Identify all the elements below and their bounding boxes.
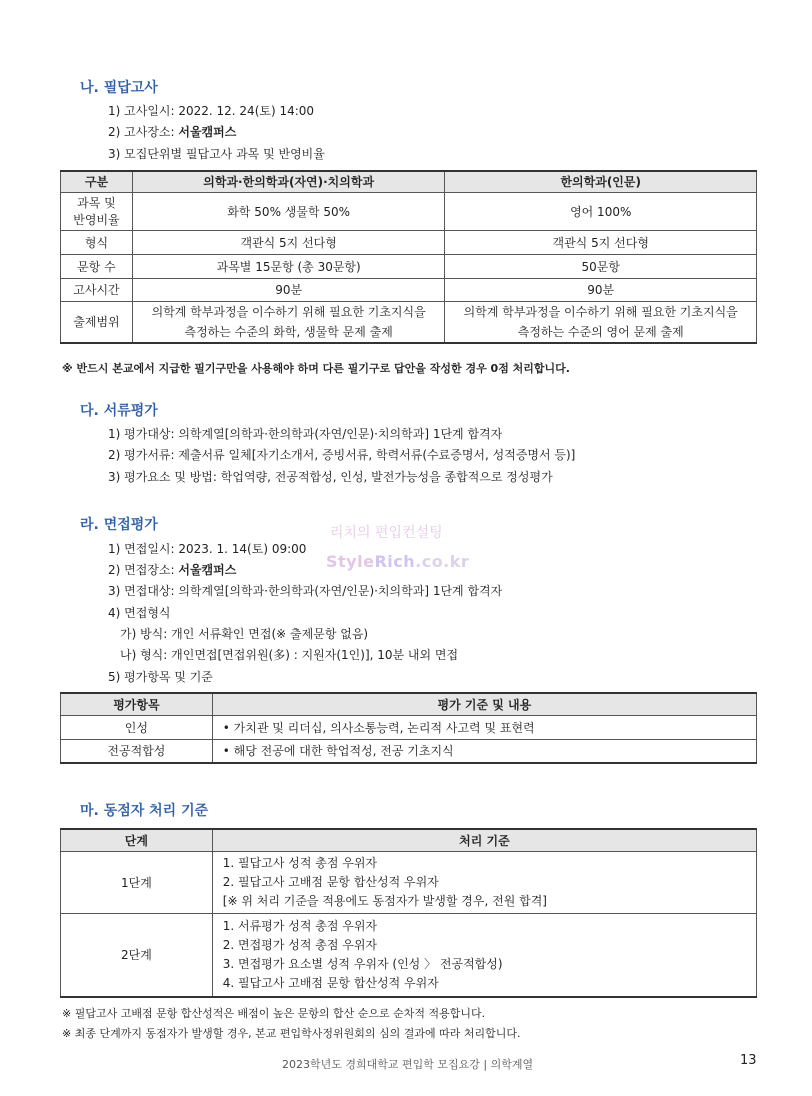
row-label: 출제범위 (61, 301, 133, 343)
tiebreak-table (60, 828, 757, 998)
table-cell: • 가치관 및 리더십, 의사소통능력, 논리적 사고력 및 표현력 (212, 715, 756, 739)
evaluation-criteria-heading: 5) 평가항목 및 기준 (108, 670, 213, 684)
criteria-line: 3. 면접평가 요소별 성적 우위자 (인성 〉 전공적합성) (222, 956, 503, 971)
table-header: 한의학과(인문) (445, 171, 757, 192)
interview-format-heading: 4) 면접형식 (108, 606, 171, 620)
row-label (61, 192, 133, 230)
row-label: 고사시간 (61, 278, 133, 301)
table-row (61, 301, 757, 343)
page-number: 13 (740, 1053, 757, 1068)
table-row (61, 739, 757, 763)
table-row (61, 278, 757, 301)
review-documents: 2) 평가서류: 제출서류 일체[자기소개서, 증빙서류, 학력서류(수료증명서, 성적증명서 등)] (108, 448, 576, 462)
exam-location (108, 123, 236, 140)
table-header: 단계 (61, 829, 213, 851)
criteria-line: 1. 서류평가 성적 총점 우위자 (222, 918, 378, 933)
watermark-url-part: Style (326, 552, 375, 571)
criteria-line: 1. 필답고사 성적 총점 우위자 (222, 855, 378, 870)
section-title-document-review: 다. 서류평가 (80, 403, 158, 419)
criteria-line: [※ 위 처리 기준을 적용에도 동점자가 발생할 경우, 전원 합격] (222, 893, 547, 908)
cell-line: 의학계 학부과정을 이수하기 위해 필요한 기초지식을 (463, 304, 738, 319)
watermark-url-part: Rich (374, 552, 416, 571)
table-row (61, 254, 757, 278)
table-row (61, 230, 757, 254)
table-cell (132, 301, 445, 343)
row-label: 2단계 (61, 913, 213, 997)
table-cell: 영어 100% (445, 192, 757, 230)
watermark-url (326, 552, 469, 571)
criteria-line: 2. 면접평가 성적 총점 우위자 (222, 937, 378, 952)
interview-method: 가) 방식: 개인 서류확인 면접(※ 출제문항 없음) (120, 627, 369, 641)
interview-datetime: 1) 면접일시: 2023. 1. 14(토) 09:00 (108, 542, 307, 556)
tiebreak-note: ※ 최종 단계까지 동점자가 발생할 경우, 본교 편입학사정위원회의 심의 결과에 따라 처리합니다. (62, 1027, 521, 1040)
row-label: 전공적합성 (61, 739, 213, 763)
row-label: 인성 (61, 715, 213, 739)
table-cell: 과목별 15문항 (총 30문항) (132, 254, 445, 278)
written-exam-table (60, 170, 757, 344)
row-label: 1단계 (61, 851, 213, 913)
interview-location (108, 561, 236, 578)
exam-location-label: 2) 고사장소: (108, 125, 179, 139)
criteria-line: 4. 필답고사 고배점 문항 합산성적 우위자 (222, 975, 439, 990)
cell-line: 측정하는 수준의 영어 문제 출제 (517, 324, 684, 339)
section-title-tiebreak: 마. 동점자 처리 기준 (80, 803, 209, 819)
cell-line: 의학계 학부과정을 이수하기 위해 필요한 기초지식을 (151, 304, 426, 319)
interview-target: 3) 면접대상: 의학계열[의학과·한의학과(자연/인문)·치의학과] 1단계 합격자 (108, 584, 503, 598)
section-title-interview: 라. 면접평가 (80, 517, 158, 533)
exam-subjects-heading: 3) 모집단위별 필답고사 과목 및 반영비율 (108, 147, 325, 161)
watermark-text: 리치의 편입컨설팅 (330, 525, 443, 541)
interview-location-value: 서울캠퍼스 (178, 563, 237, 577)
table-cell: 90분 (132, 278, 445, 301)
exam-datetime: 1) 고사일시: 2022. 12. 24(토) 14:00 (108, 104, 315, 118)
table-cell: 화학 50% 생물학 50% (132, 192, 445, 230)
section-title-written-exam: 나. 필답고사 (80, 80, 158, 96)
row-label-line: 과목 및 (77, 196, 116, 210)
table-header: 평가 기준 및 내용 (212, 693, 756, 715)
table-cell: 50문항 (445, 254, 757, 278)
table-row (61, 913, 757, 997)
row-label-line: 반영비율 (73, 213, 120, 227)
table-cell (445, 301, 757, 343)
table-cell (212, 913, 756, 997)
row-label: 문항 수 (61, 254, 133, 278)
criteria-line: 2. 필답고사 고배점 문항 합산성적 우위자 (222, 874, 439, 889)
table-header: 의학과·한의학과(자연)·치의학과 (132, 171, 445, 192)
pen-notice: ※ 반드시 본교에서 지급한 필기구만을 사용해야 하며 다른 필기구로 답안을 작성한 경우 0점 처리합니다. (62, 362, 570, 375)
cell-line: 측정하는 수준의 화학, 생물학 문제 출제 (184, 324, 393, 339)
table-header: 평가항목 (61, 693, 213, 715)
table-cell: 객관식 5지 선다형 (132, 230, 445, 254)
review-method: 3) 평가요소 및 방법: 학업역량, 전공적합성, 인성, 발전가능성을 종합적으로 정성평가 (108, 470, 553, 484)
row-label: 형식 (61, 230, 133, 254)
table-cell: • 해당 전공에 대한 학업적성, 전공 기초지식 (212, 739, 756, 763)
table-cell: 90분 (445, 278, 757, 301)
table-cell: 객관식 5지 선다형 (445, 230, 757, 254)
table-row (61, 715, 757, 739)
interview-location-label: 2) 면접장소: (108, 563, 179, 577)
watermark-url-part: .co.kr (415, 552, 470, 571)
table-row (61, 851, 757, 913)
table-row (61, 192, 757, 230)
footer-text: 2023학년도 경희대학교 편입학 모집요강 | 의학계열 (282, 1058, 534, 1071)
tiebreak-note: ※ 필답고사 고배점 문항 합산성적은 배점이 높은 문항의 합산 순으로 순차적 적용합니다. (62, 1007, 486, 1020)
interview-type: 나) 형식: 개인면접[면접위원(多) : 지원자(1인)], 10분 내외 면접 (120, 648, 459, 662)
review-target: 1) 평가대상: 의학계열[의학과·한의학과(자연/인문)·치의학과] 1단계 합격자 (108, 427, 503, 441)
interview-criteria-table (60, 692, 757, 764)
exam-location-value: 서울캠퍼스 (178, 125, 237, 139)
table-cell (212, 851, 756, 913)
table-header: 처리 기준 (212, 829, 756, 851)
table-header: 구분 (61, 171, 133, 192)
